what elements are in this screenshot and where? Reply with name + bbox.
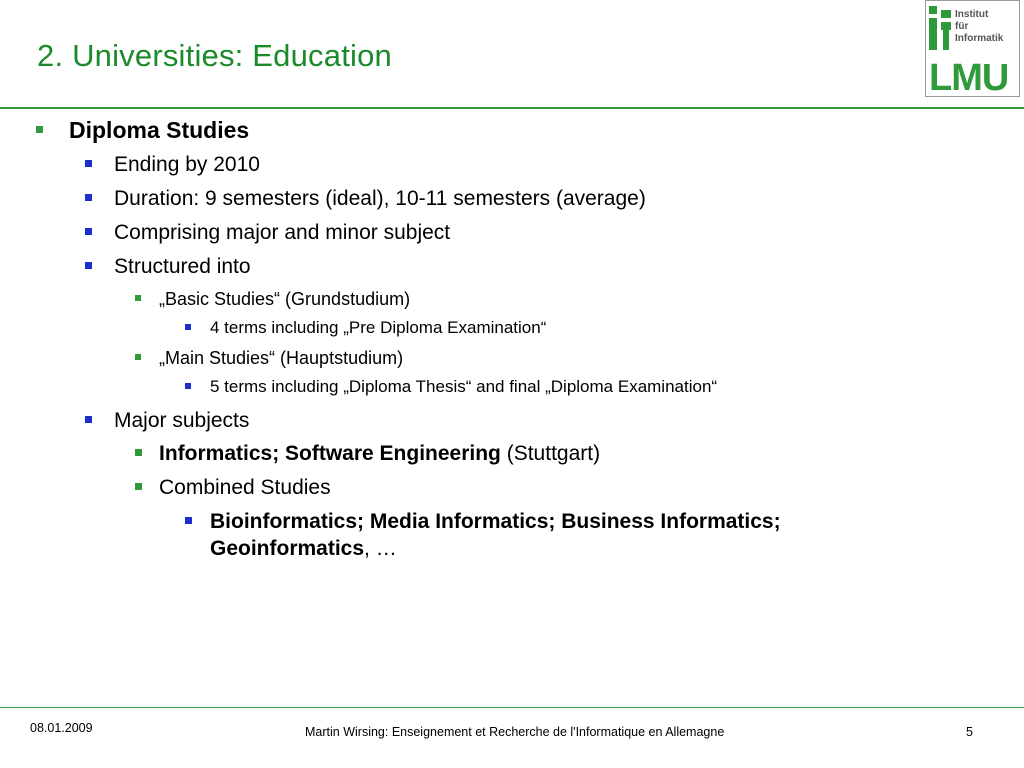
lmu-ifi-logo — [925, 0, 1020, 97]
logo-text-informatik: Informatik — [955, 33, 1004, 44]
bullet-bioinformatics-line2 — [210, 537, 397, 561]
bullet-square-icon — [85, 262, 92, 269]
bullet-square-icon — [85, 194, 92, 201]
bullet-square-icon — [36, 126, 43, 133]
bullet-square-icon — [135, 354, 141, 360]
bullet-square-icon — [135, 295, 141, 301]
bullet-basic-sub: 4 terms including „Pre Diploma Examination“ — [210, 318, 547, 337]
footer-date: 08.01.2009 — [30, 721, 93, 735]
bullet-bioinformatics-line1: Bioinformatics; Media Informatics; Business Informatics; — [210, 510, 781, 533]
bullet-square-icon — [85, 416, 92, 423]
bullet-square-icon — [85, 160, 92, 167]
geoinformatics-rest-text: , … — [364, 537, 397, 560]
bullet-informatics — [159, 442, 600, 466]
logo-text-institut: Institut — [955, 9, 989, 20]
bullet-combined-studies: Combined Studies — [159, 476, 331, 499]
slide-title: 2. Universities: Education — [37, 38, 392, 73]
bullet-comprising: Comprising major and minor subject — [114, 221, 451, 244]
bullet-square-icon — [85, 228, 92, 235]
bullet-square-icon — [185, 383, 191, 389]
bullet-main-studies: „Main Studies“ (Hauptstudium) — [159, 348, 404, 368]
geoinformatics-bold-text: Geoinformatics — [210, 537, 365, 560]
bullet-main-sub: 5 terms including „Diploma Thesis“ and final „Diploma Examination“ — [210, 377, 718, 396]
logo-text-lmu: LMU — [929, 57, 1009, 97]
bullet-square-icon — [135, 483, 142, 490]
bullet-diploma-studies: Diploma Studies — [69, 117, 250, 143]
header-divider — [0, 107, 1024, 109]
footer-page-number: 5 — [966, 725, 973, 739]
bullet-major-subjects: Major subjects — [114, 409, 250, 432]
bullet-duration: Duration: 9 semesters (ideal), 10-11 semesters (average) — [114, 187, 646, 210]
bullet-square-icon — [135, 449, 142, 456]
bullet-basic-studies: „Basic Studies“ (Grundstudium) — [159, 289, 411, 309]
informatics-bold-text: Informatics; Software Engineering — [159, 442, 501, 465]
bullet-ending: Ending by 2010 — [114, 153, 260, 176]
bullet-square-icon — [185, 517, 192, 524]
logo-text-fuer: für — [955, 21, 969, 32]
bullet-square-icon — [185, 324, 191, 330]
informatics-rest-text: (Stuttgart) — [500, 442, 601, 465]
bullet-structured: Structured into — [114, 255, 251, 278]
footer-presenter: Martin Wirsing: Enseignement et Recherche de l'Informatique en Allemagne — [305, 725, 725, 739]
footer-divider — [0, 707, 1024, 708]
